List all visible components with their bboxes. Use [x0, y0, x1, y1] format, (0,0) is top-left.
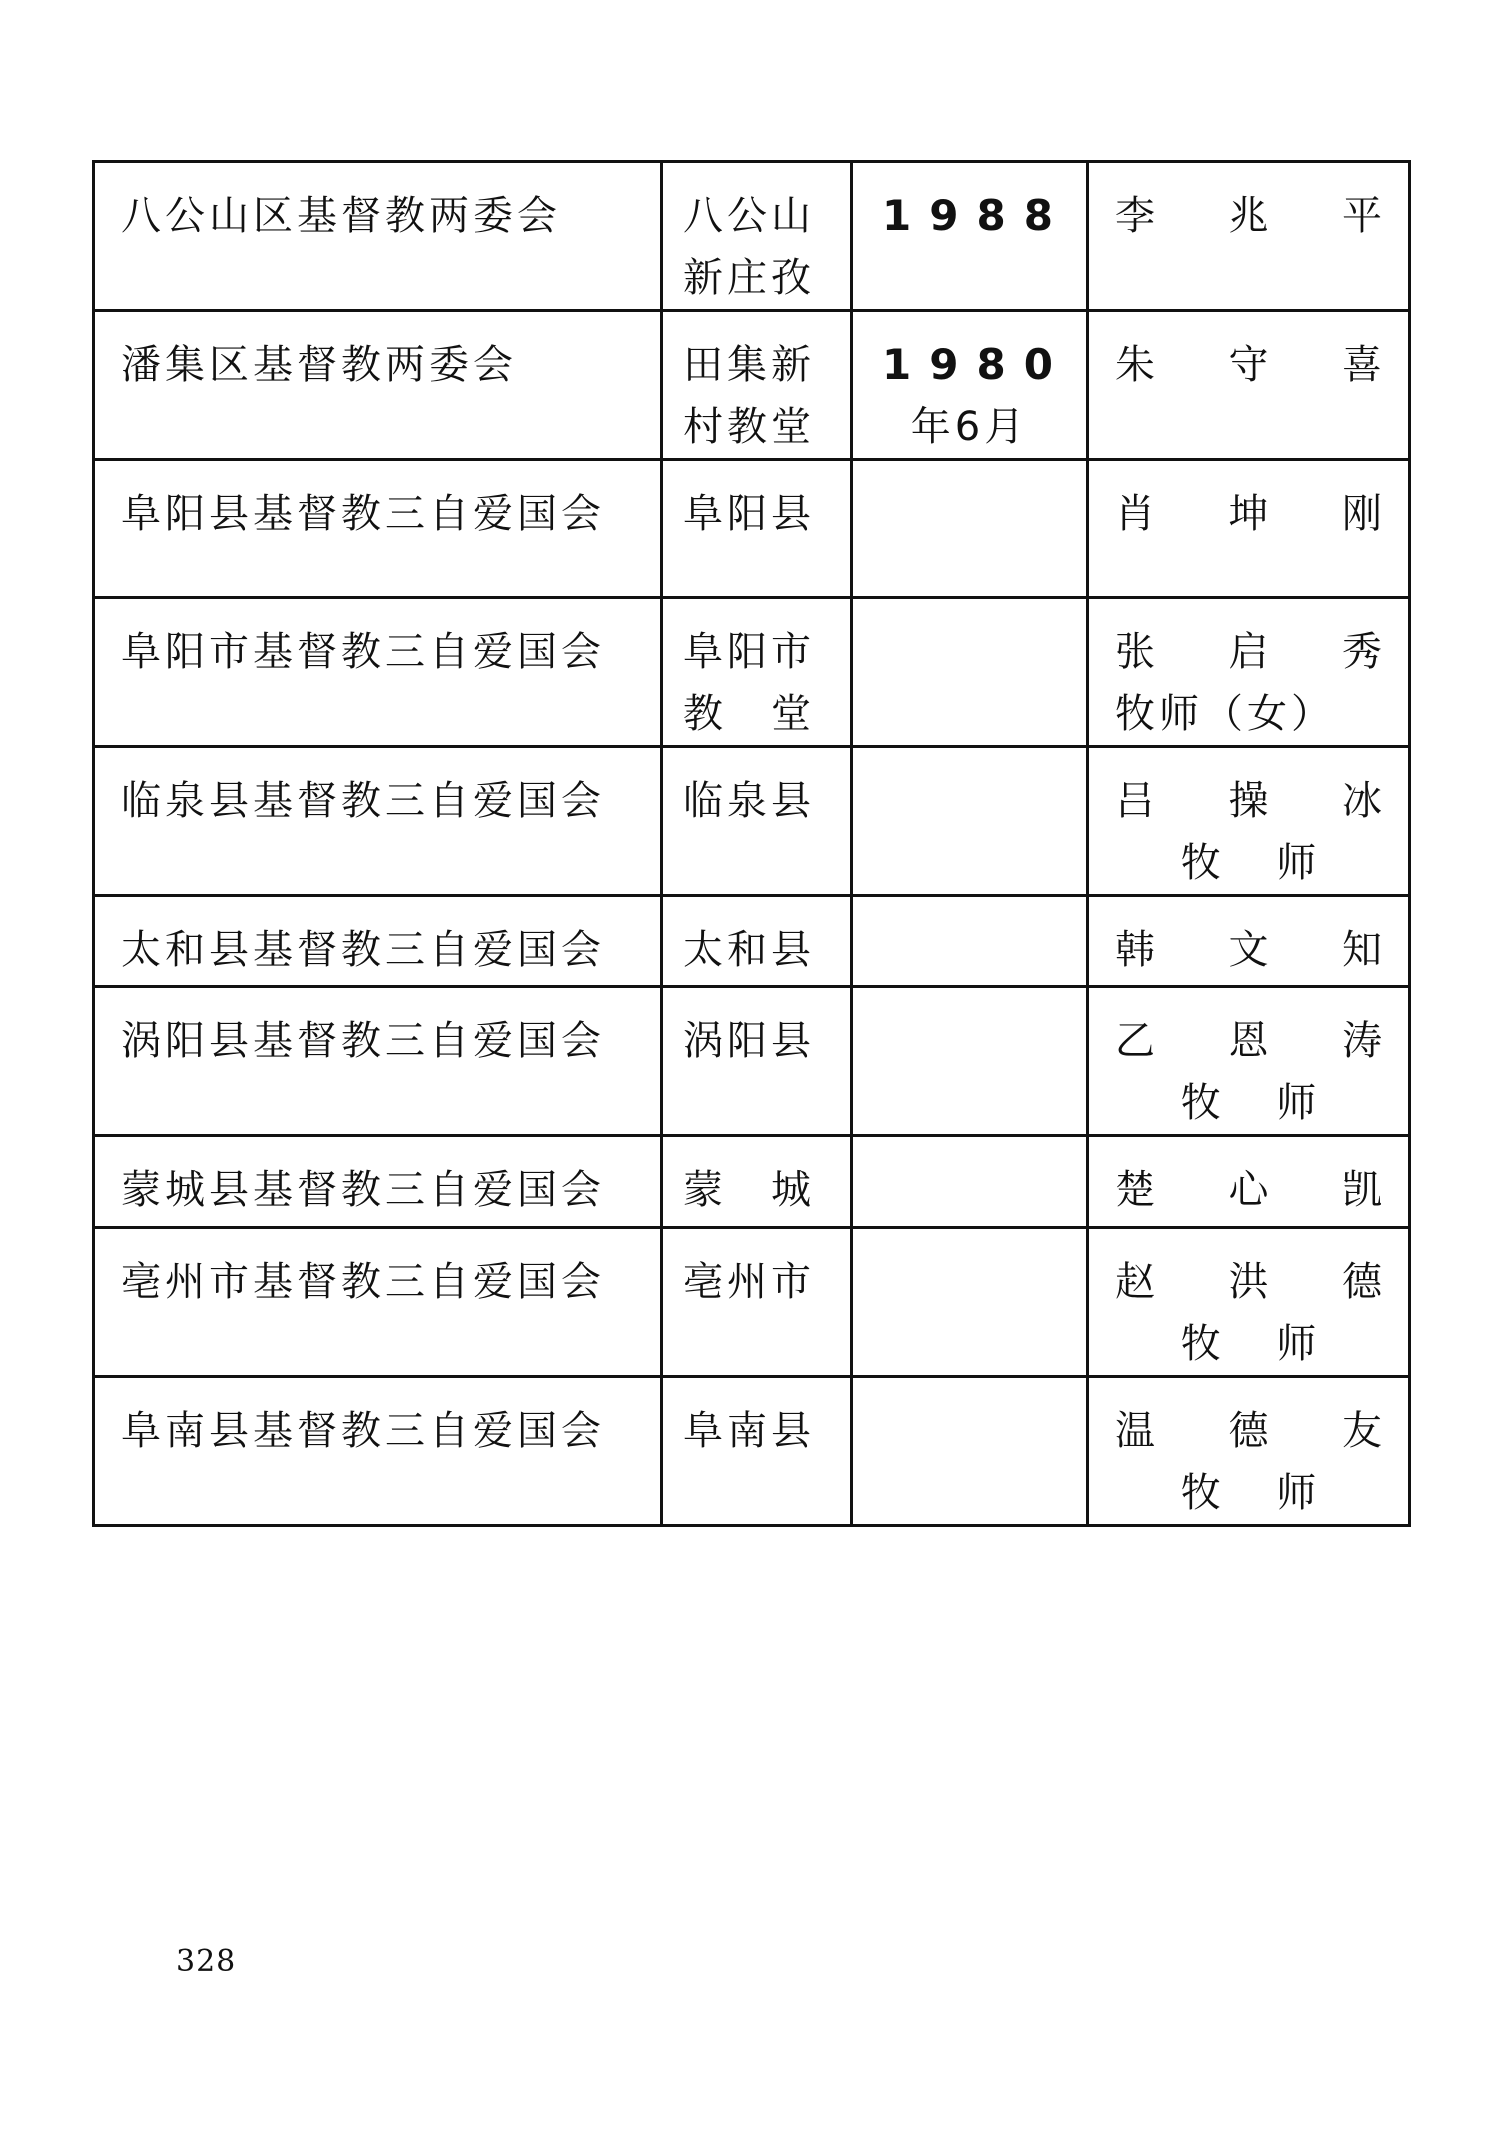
- person-cell: [1088, 1228, 1410, 1377]
- person-name-char: 洪: [1228, 1259, 1273, 1305]
- organization-name: 潘集区基督教两委会: [121, 342, 517, 388]
- page-number: 328: [176, 1944, 237, 1979]
- organization-cell: [94, 987, 662, 1136]
- person-name-char: 兆: [1228, 193, 1273, 239]
- person-name-char: 心: [1228, 1167, 1273, 1213]
- organization-cell: [94, 1377, 662, 1526]
- organization-cell: [94, 460, 662, 598]
- table-row: [94, 987, 1410, 1136]
- person-name-char: 乙: [1115, 1018, 1159, 1064]
- founded-cell: [852, 747, 1088, 896]
- person-name: [1115, 1159, 1386, 1221]
- person-name-char: 守: [1228, 342, 1273, 388]
- organization-name: 阜阳县基督教三自爱国会: [121, 491, 605, 537]
- founded-cell: [852, 1136, 1088, 1228]
- table-row: [94, 1228, 1410, 1377]
- person-name-char: 喜: [1342, 342, 1386, 388]
- table-row: [94, 162, 1410, 311]
- location-line: 教 堂: [683, 691, 815, 737]
- person-name-char: 赵: [1115, 1259, 1159, 1305]
- person-cell: [1088, 460, 1410, 598]
- location-cell: [662, 460, 852, 598]
- person-title-char: 牧: [1180, 840, 1225, 886]
- person-name-char: 吕: [1115, 778, 1159, 824]
- person-name: [1115, 621, 1386, 683]
- person-cell: [1088, 1377, 1410, 1526]
- location-cell: [662, 311, 852, 460]
- person-name-char: 楚: [1115, 1167, 1159, 1213]
- person-name-char: 秀: [1342, 629, 1386, 675]
- person-cell: [1088, 987, 1410, 1136]
- location-line: 新庄孜: [683, 255, 815, 301]
- organization-name: 太和县基督教三自爱国会: [121, 927, 605, 973]
- founded-cell: [852, 1377, 1088, 1526]
- location-line: 阜南县: [683, 1408, 815, 1454]
- person-cell: [1088, 1136, 1410, 1228]
- person-title-char: 牧: [1180, 1080, 1225, 1126]
- person-name: [1115, 1400, 1386, 1462]
- person-title-char: 师: [1276, 1470, 1321, 1516]
- organization-cell: [94, 598, 662, 747]
- location-line: 蒙 城: [683, 1167, 815, 1213]
- person-name: [1115, 770, 1386, 832]
- person-name-char: 知: [1342, 927, 1386, 973]
- person-name-char: 刚: [1342, 491, 1386, 537]
- person-name: [1115, 919, 1386, 981]
- organization-cell: [94, 1136, 662, 1228]
- person-name-char: 文: [1228, 927, 1273, 973]
- person-name-char: 操: [1228, 778, 1273, 824]
- founded-cell: [852, 311, 1088, 460]
- person-title-char: 牧: [1180, 1321, 1225, 1367]
- person-name-char: 韩: [1115, 927, 1159, 973]
- organization-cell: [94, 162, 662, 311]
- location-line: 八公山: [683, 193, 815, 239]
- location-cell: [662, 987, 852, 1136]
- founded-cell: [852, 460, 1088, 598]
- location-line: 临泉县: [683, 778, 815, 824]
- person-name-char: 朱: [1115, 342, 1159, 388]
- person-title: [1115, 683, 1386, 745]
- person-name: [1115, 1251, 1386, 1313]
- organization-name: 临泉县基督教三自爱国会: [121, 778, 605, 824]
- location-cell: [662, 1377, 852, 1526]
- table-row: [94, 1136, 1410, 1228]
- table-row: [94, 896, 1410, 987]
- person-name-char: 启: [1228, 629, 1273, 675]
- location-cell: [662, 598, 852, 747]
- person-name: [1115, 185, 1386, 247]
- person-name-char: 涛: [1342, 1018, 1386, 1064]
- table-row: [94, 747, 1410, 896]
- person-title-char: 师: [1276, 840, 1321, 886]
- person-name-char: 德: [1228, 1408, 1273, 1454]
- person-name-char: 坤: [1228, 491, 1273, 537]
- founded-month: 年6月: [910, 404, 1029, 450]
- founded-year: 1980: [882, 340, 1071, 389]
- person-name: [1115, 334, 1386, 396]
- person-cell: [1088, 747, 1410, 896]
- founded-cell: [852, 987, 1088, 1136]
- person-title-char: 师: [1276, 1080, 1321, 1126]
- founded-cell: [852, 1228, 1088, 1377]
- location-cell: [662, 896, 852, 987]
- person-title-char: 牧师（女）: [1115, 691, 1335, 737]
- organization-name: 蒙城县基督教三自爱国会: [121, 1167, 605, 1213]
- organization-name: 亳州市基督教三自爱国会: [121, 1259, 605, 1305]
- organization-name: 涡阳县基督教三自爱国会: [121, 1018, 605, 1064]
- location-line: 阜阳县: [683, 491, 815, 537]
- organization-cell: [94, 1228, 662, 1377]
- table-row: [94, 460, 1410, 598]
- location-line: 涡阳县: [683, 1018, 815, 1064]
- person-title-char: 师: [1276, 1321, 1321, 1367]
- table-row: [94, 598, 1410, 747]
- table-body: [94, 162, 1410, 1526]
- person-name: [1115, 483, 1386, 545]
- person-name-char: 冰: [1342, 778, 1386, 824]
- person-cell: [1088, 311, 1410, 460]
- person-name-char: 张: [1115, 629, 1159, 675]
- location-line: 太和县: [683, 927, 815, 973]
- organization-name: 阜阳市基督教三自爱国会: [121, 629, 605, 675]
- person-name-char: 李: [1115, 193, 1159, 239]
- founded-cell: [852, 896, 1088, 987]
- person-title: [1115, 1462, 1386, 1524]
- person-name-char: 温: [1115, 1408, 1159, 1454]
- person-name-char: 德: [1342, 1259, 1386, 1305]
- person-cell: [1088, 598, 1410, 747]
- founded-year: 1988: [882, 191, 1071, 240]
- person-name-char: 恩: [1228, 1018, 1273, 1064]
- organization-cell: [94, 311, 662, 460]
- table-row: [94, 1377, 1410, 1526]
- person-cell: [1088, 896, 1410, 987]
- organization-cell: [94, 747, 662, 896]
- person-title: [1115, 1313, 1386, 1375]
- organization-table: [92, 160, 1411, 1527]
- table-row: [94, 311, 1410, 460]
- location-line: 阜阳市: [683, 629, 815, 675]
- founded-cell: [852, 598, 1088, 747]
- person-name: [1115, 1010, 1386, 1072]
- location-cell: [662, 1136, 852, 1228]
- organization-cell: [94, 896, 662, 987]
- person-name-char: 凯: [1342, 1167, 1386, 1213]
- location-line: 亳州市: [683, 1259, 815, 1305]
- organization-name: 八公山区基督教两委会: [121, 193, 561, 239]
- person-name-char: 肖: [1115, 491, 1159, 537]
- location-cell: [662, 162, 852, 311]
- location-line: 田集新: [683, 342, 815, 388]
- person-title: [1115, 832, 1386, 894]
- location-line: 村教堂: [683, 404, 815, 450]
- person-title: [1115, 1072, 1386, 1134]
- person-name-char: 平: [1342, 193, 1386, 239]
- location-cell: [662, 1228, 852, 1377]
- person-name-char: 友: [1342, 1408, 1386, 1454]
- founded-cell: [852, 162, 1088, 311]
- organization-name: 阜南县基督教三自爱国会: [121, 1408, 605, 1454]
- person-cell: [1088, 162, 1410, 311]
- person-title-char: 牧: [1180, 1470, 1225, 1516]
- location-cell: [662, 747, 852, 896]
